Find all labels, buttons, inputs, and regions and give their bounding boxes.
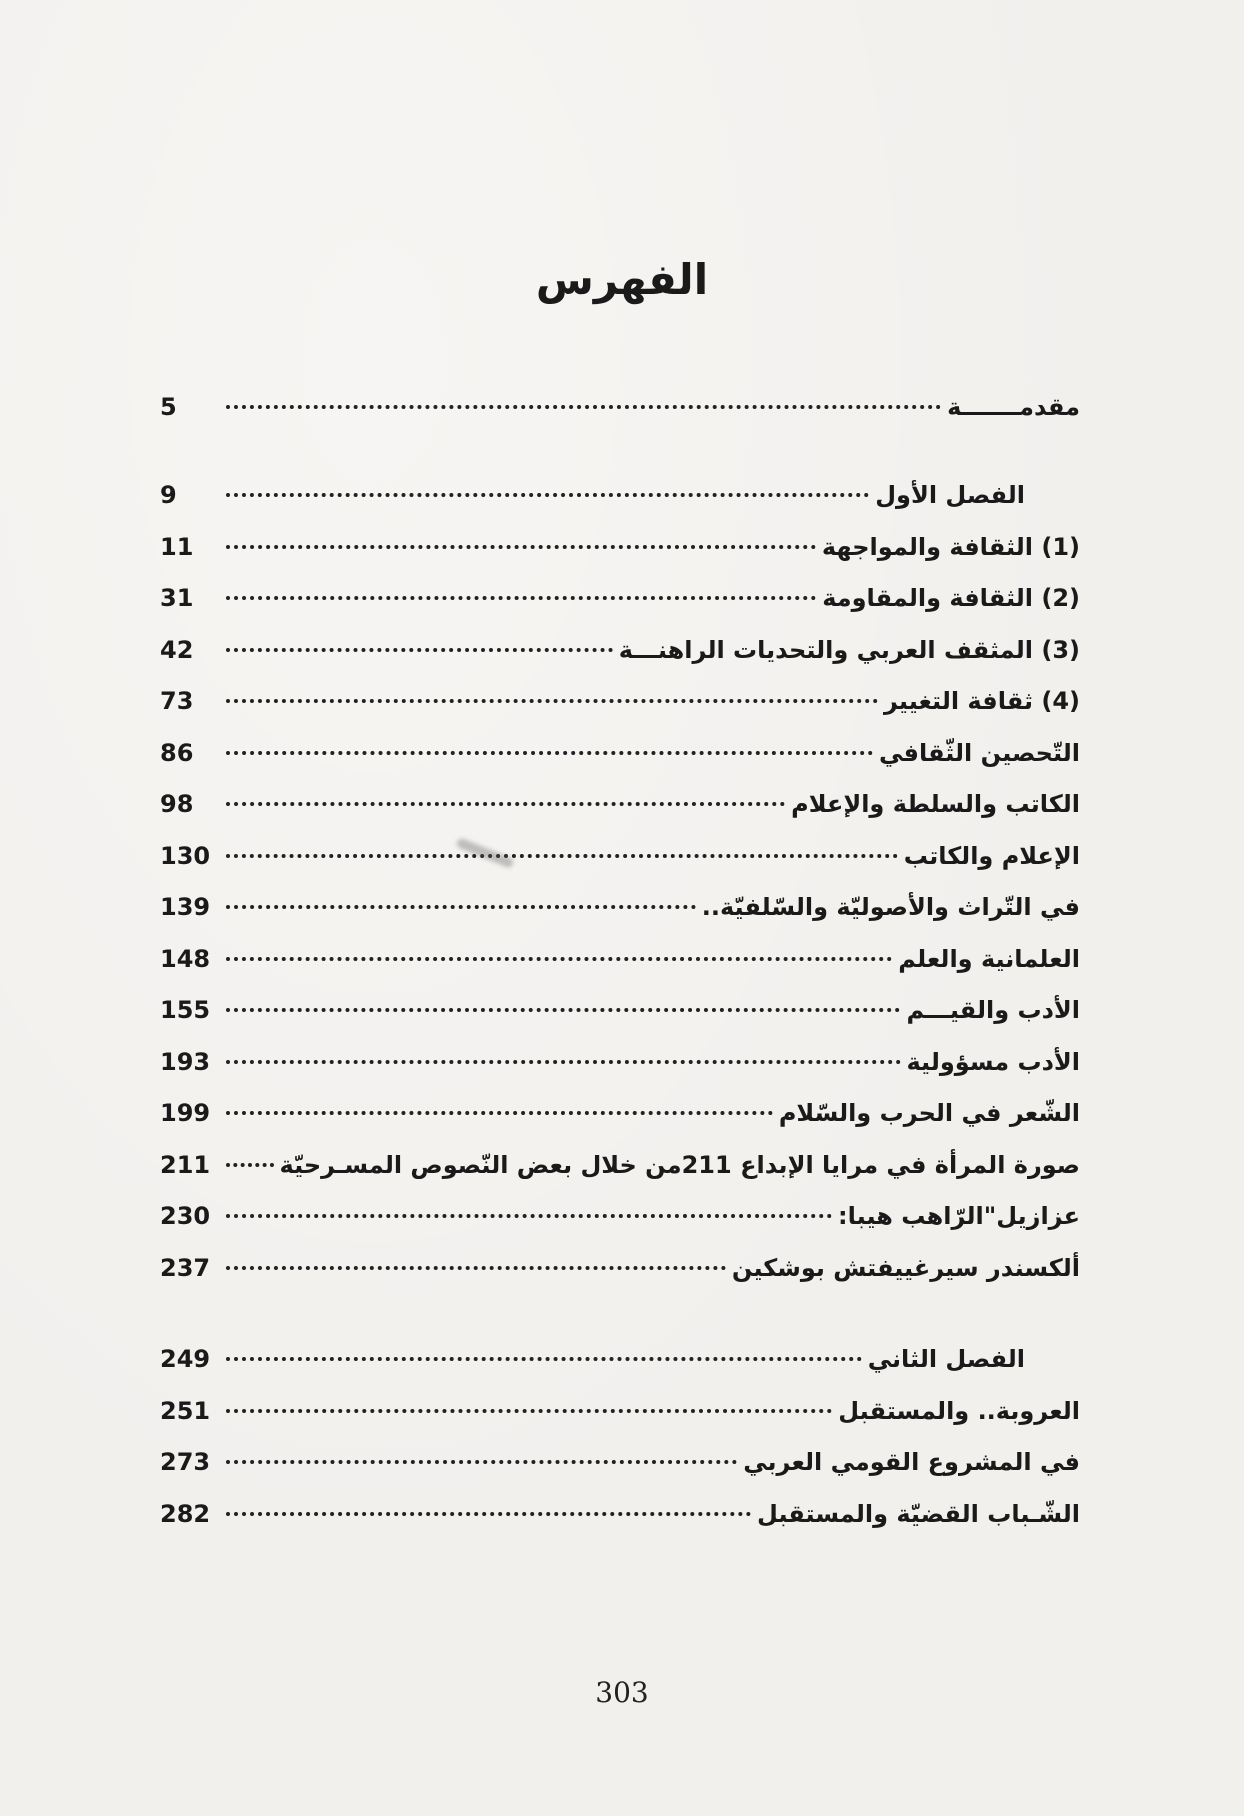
toc-page-number: 249 xyxy=(160,1345,211,1373)
toc-page-number: 193 xyxy=(160,1047,211,1076)
toc-page-number: 148 xyxy=(160,944,211,973)
toc-page-number: 139 xyxy=(160,893,211,921)
toc-page-number: 211 xyxy=(160,1150,211,1179)
toc-page-number: 11 xyxy=(160,532,194,561)
toc-row xyxy=(160,893,1080,945)
toc-entry-label: الإعلام والكاتب xyxy=(903,841,1080,870)
dot-leader xyxy=(226,1214,832,1218)
toc-entry-label: في التّراث والأصوليّة والسّلفيّة.. xyxy=(701,893,1080,921)
toc-entry-label: العلمانية والعلم xyxy=(898,944,1080,973)
dot-leader xyxy=(226,957,892,961)
dot-leader xyxy=(226,1111,773,1115)
dot-leader xyxy=(226,699,878,703)
dot-leader xyxy=(226,1357,862,1361)
toc-page-number: 42 xyxy=(160,635,194,664)
toc-entry-label: (3) المثقف العربي والتحديات الراهنـــة xyxy=(618,635,1080,664)
toc-page-number: 31 xyxy=(160,584,194,612)
toc-entry-label: مقدمـــــــة xyxy=(947,393,1080,421)
toc-page-number: 251 xyxy=(160,1396,211,1425)
dot-leader xyxy=(226,648,613,652)
toc-entry-label: الفصل الثاني xyxy=(867,1345,1025,1373)
toc-row xyxy=(160,842,1080,894)
dot-leader xyxy=(226,596,816,600)
toc-chapter-heading xyxy=(160,1345,1080,1397)
toc-row xyxy=(160,584,1080,636)
toc-page-number: 86 xyxy=(160,738,194,767)
dot-leader xyxy=(226,905,696,909)
toc-entry-label: في المشروع القومي العربي xyxy=(743,1448,1080,1476)
dot-leader xyxy=(226,854,898,858)
toc-row xyxy=(160,1048,1080,1100)
toc-entry-label: الشّـباب القضيّة والمستقبل xyxy=(757,1499,1080,1528)
toc-entry-label: (4) ثقافة التغيير xyxy=(883,687,1080,715)
toc-row xyxy=(160,1151,1080,1203)
toc-page-number: 98 xyxy=(160,790,194,818)
dot-leader xyxy=(226,1512,751,1516)
toc-row-intro xyxy=(160,393,1080,445)
toc-row xyxy=(160,1500,1080,1552)
toc-page-number: 5 xyxy=(160,393,177,421)
dot-leader xyxy=(226,405,941,409)
toc-entry-label: العروبة.. والمستقبل xyxy=(838,1396,1080,1425)
toc-page-number: 282 xyxy=(160,1499,211,1528)
toc-entry-label: عزازيل"الرّاهب هيبا: xyxy=(838,1202,1080,1230)
toc-chapter-heading xyxy=(160,481,1080,533)
toc-entry-label: التّحصين الثّقافي xyxy=(878,738,1080,767)
toc-entry-label: الشّعر في الحرب والسّلام xyxy=(778,1099,1080,1127)
dot-leader xyxy=(226,493,869,497)
dot-leader xyxy=(226,1060,901,1064)
toc-page-number: 237 xyxy=(160,1253,211,1282)
toc-entry-label: (1) الثقافة والمواجهة xyxy=(821,532,1080,561)
dot-leader xyxy=(226,1163,274,1167)
toc-entry-label: ألكسندر سيرغييفتش بوشكين xyxy=(731,1253,1080,1282)
toc-row xyxy=(160,1448,1080,1500)
toc-entry-label: الأدب مسؤولية xyxy=(906,1047,1080,1076)
dot-leader xyxy=(226,1008,900,1012)
dot-leader xyxy=(226,802,785,806)
toc-row xyxy=(160,687,1080,739)
toc-intro xyxy=(160,393,1080,445)
toc-page-number: 230 xyxy=(160,1202,211,1230)
dot-leader xyxy=(226,1266,726,1270)
toc-row xyxy=(160,1254,1080,1306)
toc-row xyxy=(160,533,1080,585)
toc-row xyxy=(160,996,1080,1048)
toc-page-number: 130 xyxy=(160,841,211,870)
toc-entry-label: (2) الثقافة والمقاومة xyxy=(822,584,1080,612)
toc-page-number: 155 xyxy=(160,996,211,1024)
toc-page-number: 199 xyxy=(160,1099,211,1127)
toc-page-number: 9 xyxy=(160,481,177,509)
page-number-footer: 303 xyxy=(595,1676,649,1709)
toc-row xyxy=(160,945,1080,997)
toc-entry-label: الكاتب والسلطة والإعلام xyxy=(791,790,1080,818)
toc-page-number: 73 xyxy=(160,687,194,715)
dot-leader xyxy=(226,751,873,755)
toc-row xyxy=(160,1202,1080,1254)
dot-leader xyxy=(226,1409,832,1413)
toc-row xyxy=(160,1397,1080,1449)
toc-page-number: 273 xyxy=(160,1448,211,1476)
dot-leader xyxy=(226,1460,737,1464)
toc-entry-label: الفصل الأول xyxy=(875,481,1025,509)
toc-chapter-2 xyxy=(160,1345,1080,1551)
toc-chapter-1 xyxy=(160,481,1080,1305)
toc-entry-label: الأدب والقيـــم xyxy=(906,996,1080,1024)
page-title: الفهرس xyxy=(535,255,709,304)
toc-row xyxy=(160,636,1080,688)
toc-row xyxy=(160,1099,1080,1151)
dot-leader xyxy=(226,545,816,549)
toc-row xyxy=(160,790,1080,842)
toc-row xyxy=(160,739,1080,791)
toc-entry-label: صورة المرأة في مرايا الإبداع 211من خلال بعض النّصوص المسـرحيّة xyxy=(279,1150,1080,1179)
